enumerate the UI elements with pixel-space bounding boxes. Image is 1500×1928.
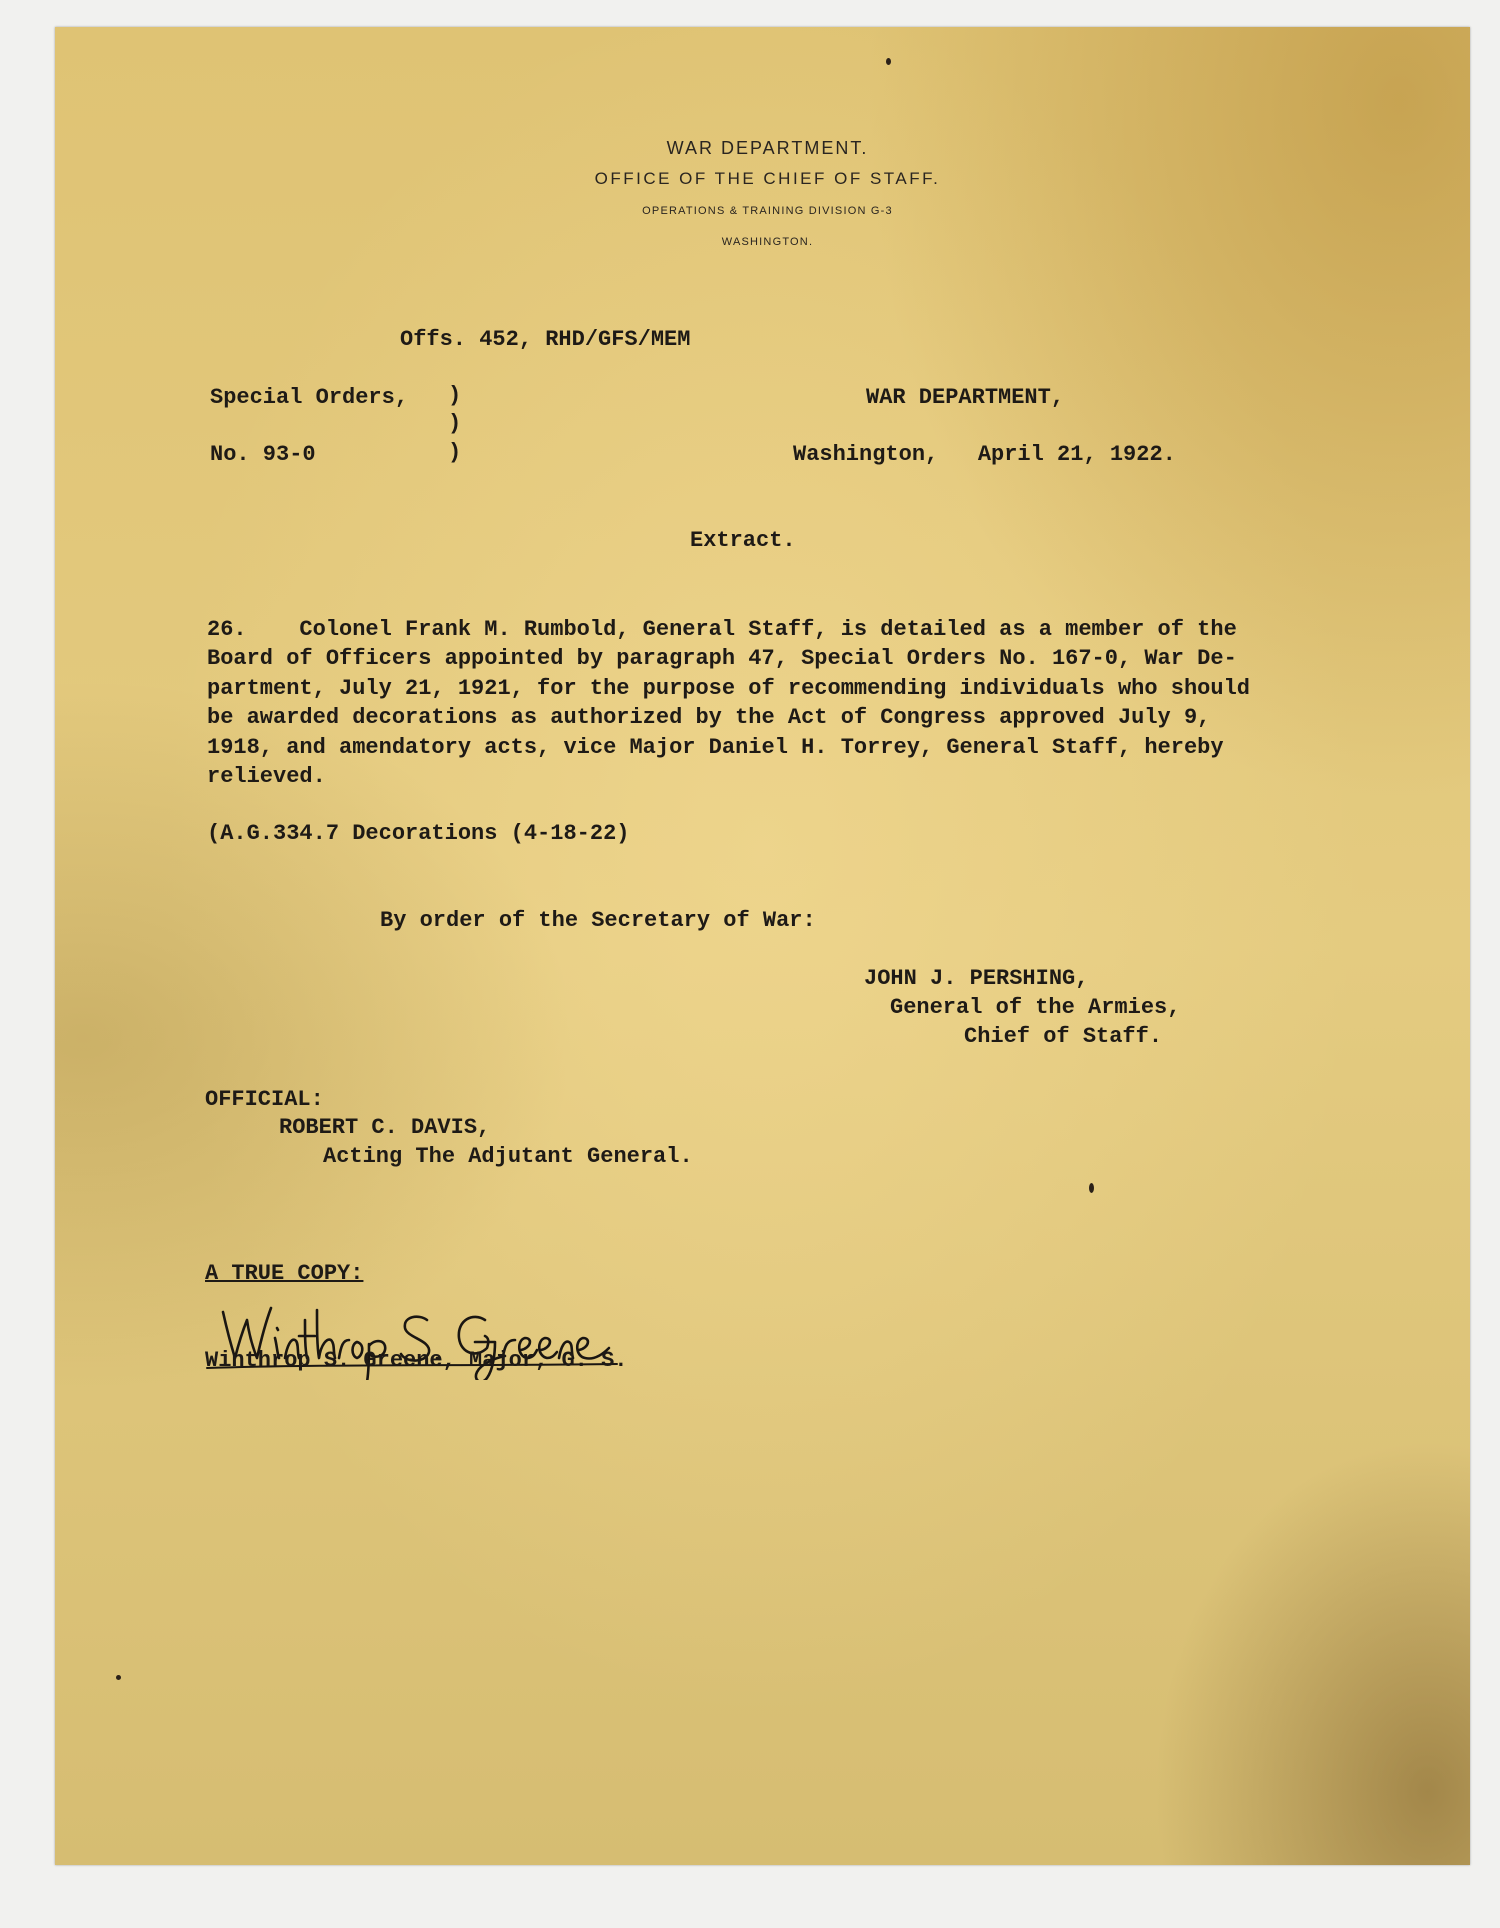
paragraph-line: Board of Officers appointed by paragraph 47, Special Orders No. 167-0, War De- [207,646,1237,672]
extract-title: Extract. [690,528,796,553]
signatory-name: JOHN J. PERSHING, [864,966,1089,991]
official-title: Acting The Adjutant General. [323,1144,693,1169]
paper-speck [1089,1183,1094,1193]
order-paragraph [207,615,1367,791]
special-orders-label: Special Orders, [210,385,409,410]
official-name: ROBERT C. DAVIS, [279,1115,491,1140]
paragraph-line: relieved. [207,764,326,790]
letterhead-line1: WAR DEPARTMENT. [666,138,869,158]
paragraph-line: partment, July 21, 1921, for the purpose of recommending individuals who should [207,675,1250,701]
file-reference: (A.G.334.7 Decorations (4-18-22) [207,821,630,846]
order-number: No. 93-0 [210,442,316,467]
document-paper [55,27,1470,1865]
paragraph-line: 1918, and amendatory acts, vice Major Daniel H. Torrey, General Staff, hereby [207,734,1224,760]
signatory-title1: General of the Armies, [890,995,1181,1020]
brace-3: ) [448,440,462,465]
office-reference: Offs. 452, RHD/GFS/MEM [400,327,691,352]
by-order-line: By order of the Secretary of War: [380,908,816,933]
true-copy-label: A TRUE COPY: [205,1261,364,1286]
letterhead-line2: OFFICE OF THE CHIEF OF STAFF. [594,169,941,188]
letterhead-line3: OPERATIONS & TRAINING DIVISION G-3 [642,205,893,217]
paragraph-line: be awarded decorations as authorized by the Act of Congress approved July 9, [207,705,1211,731]
place-date: Washington, April 21, 1922. [793,442,1176,467]
true-copy-typed-name: Winthrop S. Greene, Major, G. S. [205,1348,628,1373]
letterhead-line4: WASHINGTON. [721,236,814,248]
paragraph-line: 26. Colonel Frank M. Rumbold, General Staff, is detailed as a member of the [207,617,1237,642]
paper-speck [116,1675,121,1680]
brace-2: ) [448,411,462,436]
brace-1: ) [448,383,462,408]
signatory-title2: Chief of Staff. [964,1024,1163,1049]
official-label: OFFICIAL: [205,1087,324,1112]
paper-speck [886,58,891,65]
department-name: WAR DEPARTMENT, [866,385,1065,410]
